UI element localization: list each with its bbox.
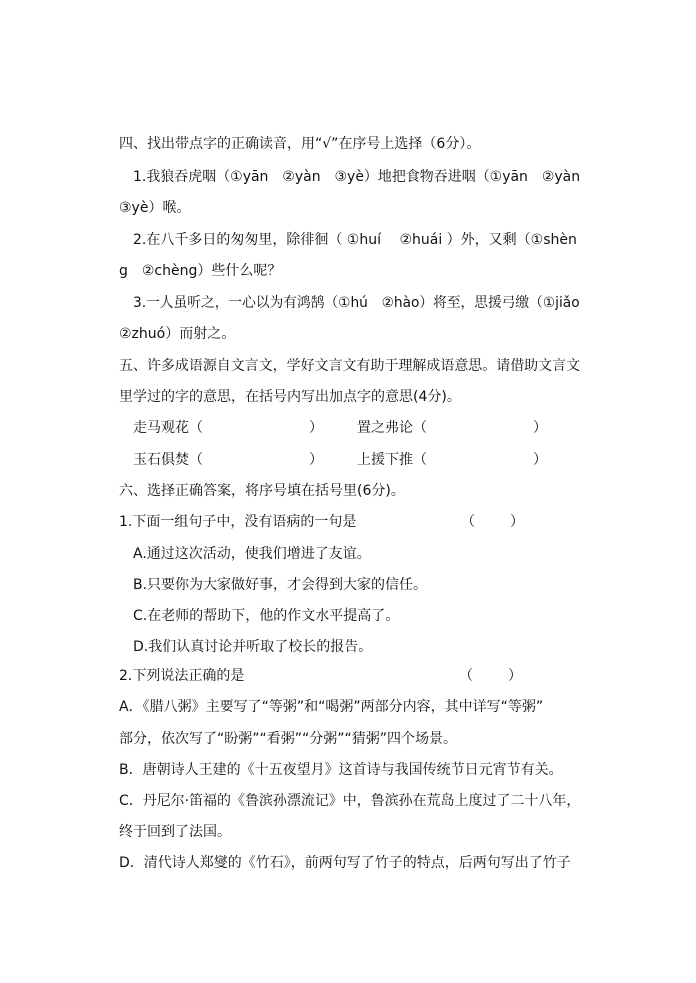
idiom-paren-close: ）	[533, 452, 547, 468]
idiom-item: 玉石俱焚（	[133, 452, 203, 468]
answer-paren-open: （	[461, 514, 475, 530]
question-6-1-option-c: C.在老师的帮助下，他的作文水平提高了。	[133, 608, 400, 624]
idiom-paren-close: ）	[309, 420, 323, 436]
idiom-paren-close: ）	[309, 452, 323, 468]
question-6-2-option-c-line-2: 终于回到了法国。	[119, 824, 231, 840]
section-5-title-line-1: 五、许多成语源自文言文，学好文言文有助于理解成语意思。请借助文言文	[119, 358, 581, 374]
answer-paren-close: ）	[510, 514, 524, 530]
section-5-title-line-2: 里学过的字的意思，在括号内写出加点字的意思(4分)。	[119, 389, 461, 405]
question-6-2-option-a-line-1: A．《腊八粥》主要写了“等粥”和“喝粥”两部分内容，其中详写“等粥”	[119, 699, 544, 715]
question-6-2-option-a-line-2: 部分，依次写了“盼粥”“看粥”“分粥”“猜粥”四个场景。	[119, 731, 458, 747]
question-6-1-stem: 1.下面一组句子中，没有语病的一句是	[119, 514, 357, 530]
idiom-paren-close: ）	[533, 420, 547, 436]
question-4-1-line-1: 1.我狼吞虎咽（①yān ②yàn ③yè）地把食物吞进咽（①yān ②yàn	[133, 169, 581, 185]
section-4-title: 四、找出带点字的正确读音，用“√”在序号上选择（6分）。	[119, 136, 481, 152]
section-6-title: 六、选择正确答案，将序号填在括号里(6分)。	[119, 483, 405, 499]
question-4-1-line-2: ③yè）喉。	[119, 200, 191, 216]
question-4-3-line-2: ②zhuó）而射之。	[119, 326, 236, 342]
question-6-1-option-b: B.只要你为大家做好事，才会得到大家的信任。	[133, 577, 428, 593]
idiom-item: 走马观花（	[133, 420, 203, 436]
question-4-2-line-1: 2.在八千多日的匆匆里，除徘徊（ ①huí ②huái ）外，又剩（①shèn	[133, 232, 577, 248]
question-6-2-stem: 2.下列说法正确的是	[119, 668, 245, 684]
answer-paren-open: （	[459, 668, 473, 684]
answer-paren-close: ）	[508, 668, 522, 684]
question-6-2-option-c-line-1: C．丹尼尔·笛福的《鲁滨孙漂流记》中，鲁滨孙在荒岛上度过了二十八年，	[119, 793, 581, 809]
question-6-1-option-a: A.通过这次活动，使我们增进了友谊。	[133, 546, 371, 562]
question-6-1-option-d: D.我们认真讨论并听取了校长的报告。	[133, 639, 373, 655]
question-6-2-option-d-line-1: D．清代诗人郑燮的《竹石》，前两句写了竹子的特点，后两句写出了竹子	[119, 855, 571, 871]
idiom-item: 置之弗论（	[357, 420, 427, 436]
question-4-2-line-2: g ②chèng）些什么呢？	[119, 263, 282, 279]
question-6-2-option-b: B．唐朝诗人王建的《十五夜望月》这首诗与我国传统节日元宵节有关。	[119, 762, 563, 778]
question-4-3-line-1: 3.一人虽听之，一心以为有鸿鹄（①hú ②hào）将至，思援弓缴（①jiǎo	[133, 295, 580, 311]
idiom-item: 上援下推（	[357, 452, 427, 468]
